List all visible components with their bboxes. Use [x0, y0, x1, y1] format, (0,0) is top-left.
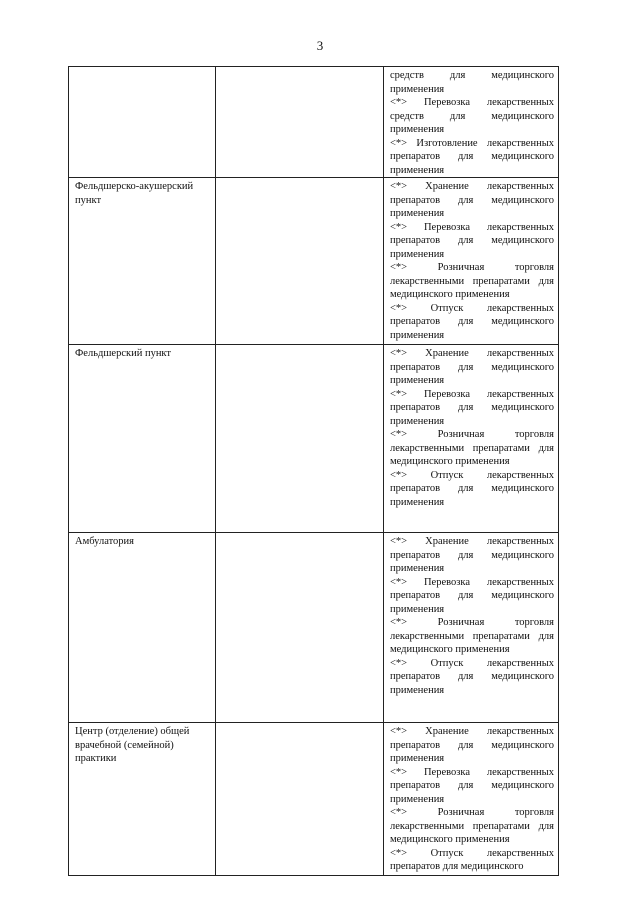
service-item: <*> Перевозка лекарственных препаратов для медицинского применения — [390, 766, 554, 805]
page-number: 3 — [316, 38, 324, 53]
services-cell — [384, 67, 559, 178]
service-item: средств для медицинского применения — [390, 70, 554, 95]
empty-cell — [216, 533, 384, 723]
table-row — [69, 178, 559, 345]
service-item: <*> Отпуск лекарственных препаратов для медицинского — [390, 847, 554, 872]
empty-cell — [216, 178, 384, 345]
service-item: <*> Отпуск лекарственных препаратов для медицинского применения — [390, 302, 554, 341]
service-item: <*> Перевозка лекарственных препаратов для медицинского применения — [390, 388, 554, 427]
service-item: <*> Изготовление лекарственных препаратов для медицинского применения — [390, 137, 554, 176]
table-row — [69, 345, 559, 533]
services-cell — [384, 533, 559, 723]
service-item: <*> Перевозка лекарственных препаратов для медицинского применения — [390, 221, 554, 260]
service-item: <*> Хранение лекарственных препаратов для медицинского применения — [390, 536, 554, 574]
table-row — [69, 67, 559, 178]
service-item: <*> Розничная торговля лекарственными препаратами для медицинского применения — [390, 807, 554, 845]
table-row — [69, 533, 559, 723]
facility-name-cell: Фельдшерский пункт — [69, 345, 216, 533]
facility-name-cell: Центр (отделение) общей врачебной (семейной) практики — [69, 723, 216, 876]
empty-cell — [216, 723, 384, 876]
service-item: <*> Розничная торговля лекарственными препаратами для медицинского применения — [390, 262, 554, 300]
service-item: <*> Хранение лекарственных препаратов для медицинского применения — [390, 726, 554, 764]
service-item: <*> Хранение лекарственных препаратов для медицинского применения — [390, 348, 554, 386]
service-item: <*> Отпуск лекарственных препаратов для медицинского применения — [390, 469, 554, 508]
service-item: <*> Розничная торговля лекарственными препаратами для медицинского применения — [390, 617, 554, 655]
service-item: <*> Хранение лекарственных препаратов для медицинского применения — [390, 181, 554, 219]
service-item: <*> Отпуск лекарственных препаратов для медицинского применения — [390, 657, 554, 696]
facility-name-cell: Фельдшерско-акушерский пункт — [69, 178, 216, 345]
facility-name-cell: Амбулатория — [69, 533, 216, 723]
table-row — [69, 723, 559, 876]
service-item: <*> Перевозка лекарственных средств для медицинского применения — [390, 97, 554, 135]
facility-name-cell — [69, 67, 216, 178]
service-item: <*> Перевозка лекарственных препаратов для медицинского применения — [390, 576, 554, 615]
services-cell — [384, 178, 559, 345]
service-item: <*> Розничная торговля лекарственными препаратами для медицинского применения — [390, 429, 554, 467]
services-cell — [384, 345, 559, 533]
services-cell — [384, 723, 559, 876]
empty-cell — [216, 67, 384, 178]
empty-cell — [216, 345, 384, 533]
services-table — [68, 66, 559, 876]
